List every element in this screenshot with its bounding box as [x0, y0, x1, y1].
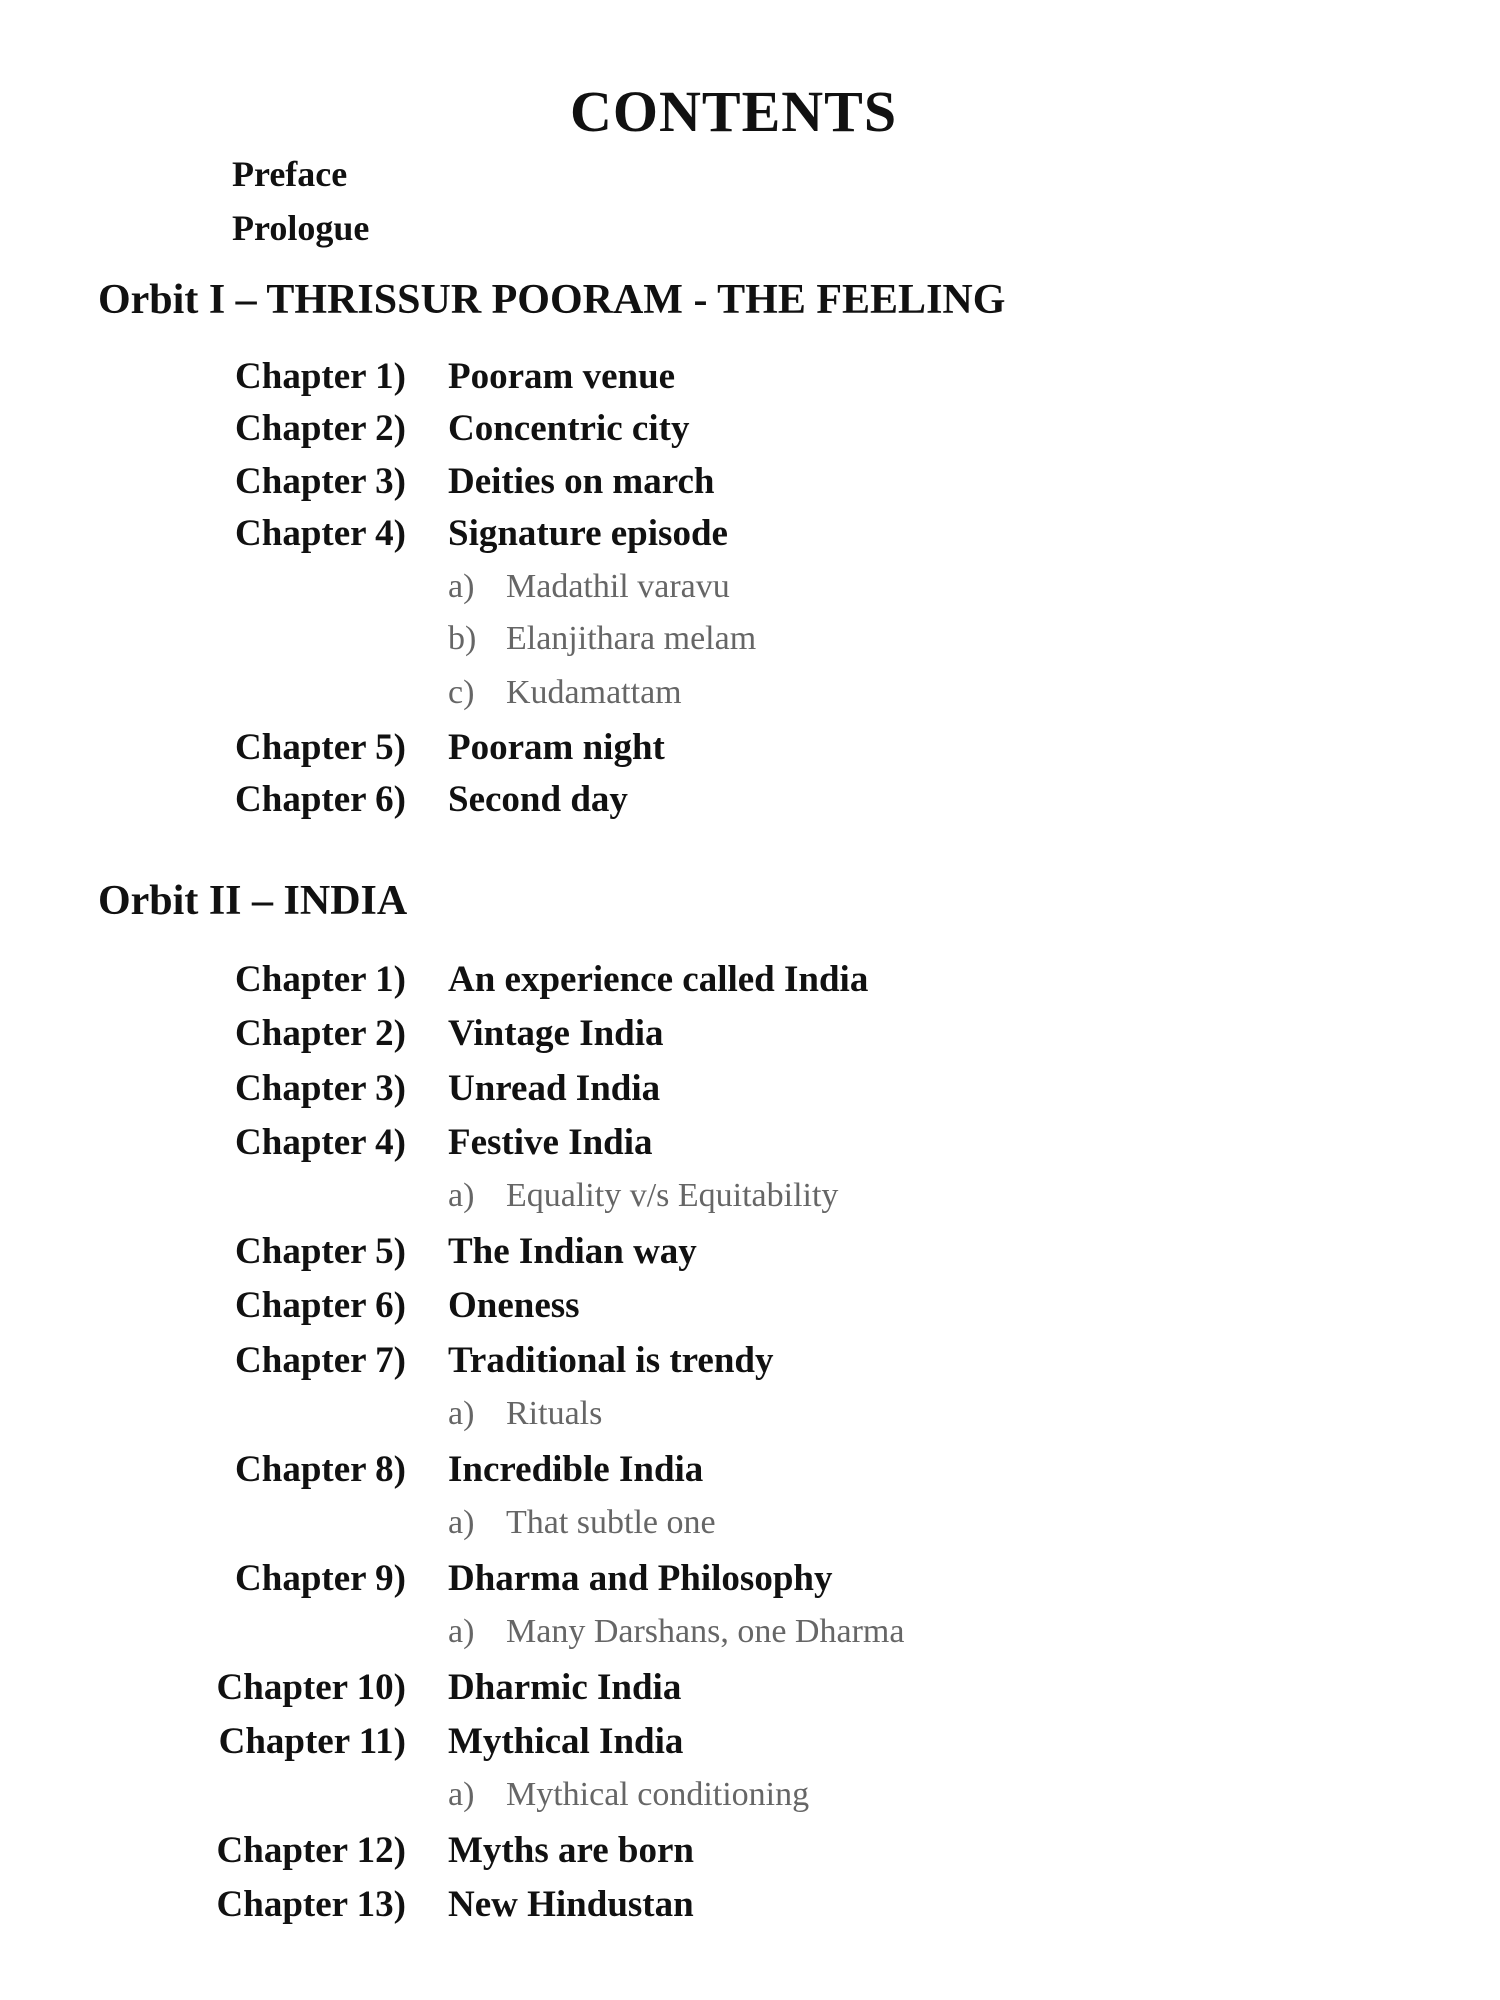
chapter-title: Mythical India [448, 1721, 684, 1762]
chapter-label: Chapter 10) [216, 1667, 406, 1708]
chapter-label: Chapter 7) [235, 1340, 406, 1381]
chapter-label: Chapter 4) [235, 1122, 406, 1163]
orbit-1-heading: Orbit I – THRISSUR POORAM - THE FEELING [98, 277, 1006, 323]
chapter-title: New Hindustan [448, 1884, 694, 1925]
chapter-label: Chapter 8) [235, 1449, 406, 1490]
orbit-2-heading: Orbit II – INDIA [98, 878, 408, 924]
chapter-label: Chapter 4) [235, 513, 406, 554]
chapter-label: Chapter 13) [216, 1884, 406, 1925]
subentry-title: Equality v/s Equitability [506, 1177, 839, 1214]
chapter-title: Traditional is trendy [448, 1340, 774, 1381]
subentry-letter: a) [448, 1504, 475, 1541]
chapter-label: Chapter 1) [235, 959, 406, 1000]
subentry-title: That subtle one [506, 1504, 716, 1541]
chapter-title: Pooram night [448, 727, 665, 768]
subentry-title: Many Darshans, one Dharma [506, 1613, 905, 1650]
chapter-label: Chapter 9) [235, 1558, 406, 1599]
chapter-label: Chapter 11) [218, 1721, 406, 1762]
subentry-letter: a) [448, 1776, 475, 1813]
chapter-title: Deities on march [448, 461, 715, 502]
subentry-letter: a) [448, 568, 475, 605]
chapter-title: Unread India [448, 1068, 661, 1109]
front-matter-prologue: Prologue [232, 208, 370, 248]
chapter-label: Chapter 5) [235, 1231, 406, 1272]
chapter-label: Chapter 12) [216, 1830, 406, 1871]
chapter-title: Second day [448, 779, 628, 820]
chapter-title: An experience called India [448, 959, 869, 1000]
chapter-title: Dharma and Philosophy [448, 1558, 833, 1599]
subentry-title: Elanjithara melam [506, 620, 757, 657]
subentry-title: Kudamattam [506, 674, 682, 711]
front-matter-preface: Preface [232, 154, 348, 194]
subentry-title: Madathil varavu [506, 568, 730, 605]
chapter-label: Chapter 2) [235, 1013, 406, 1054]
subentry-letter: a) [448, 1395, 475, 1432]
subentry-title: Rituals [506, 1395, 603, 1432]
subentry-letter: c) [448, 674, 475, 711]
chapter-label: Chapter 3) [235, 461, 406, 502]
subentry-letter: a) [448, 1613, 475, 1650]
chapter-label: Chapter 3) [235, 1068, 406, 1109]
page-title: CONTENTS [570, 79, 898, 144]
chapter-title: Signature episode [448, 513, 728, 554]
chapter-label: Chapter 5) [235, 727, 406, 768]
chapter-title: Oneness [448, 1285, 580, 1326]
subentry-letter: a) [448, 1177, 475, 1214]
subentry-letter: b) [448, 620, 477, 657]
chapter-title: Festive India [448, 1122, 653, 1163]
chapter-label: Chapter 1) [235, 356, 406, 397]
chapter-title: Myths are born [448, 1830, 694, 1871]
chapter-title: Pooram venue [448, 356, 676, 397]
chapter-title: Incredible India [448, 1449, 704, 1490]
chapter-title: Concentric city [448, 408, 690, 449]
chapter-title: Vintage India [448, 1013, 664, 1054]
chapter-title: Dharmic India [448, 1667, 682, 1708]
chapter-label: Chapter 6) [235, 779, 406, 820]
chapter-label: Chapter 6) [235, 1285, 406, 1326]
chapter-label: Chapter 2) [235, 408, 406, 449]
chapter-title: The Indian way [448, 1231, 697, 1272]
subentry-title: Mythical conditioning [506, 1776, 810, 1813]
